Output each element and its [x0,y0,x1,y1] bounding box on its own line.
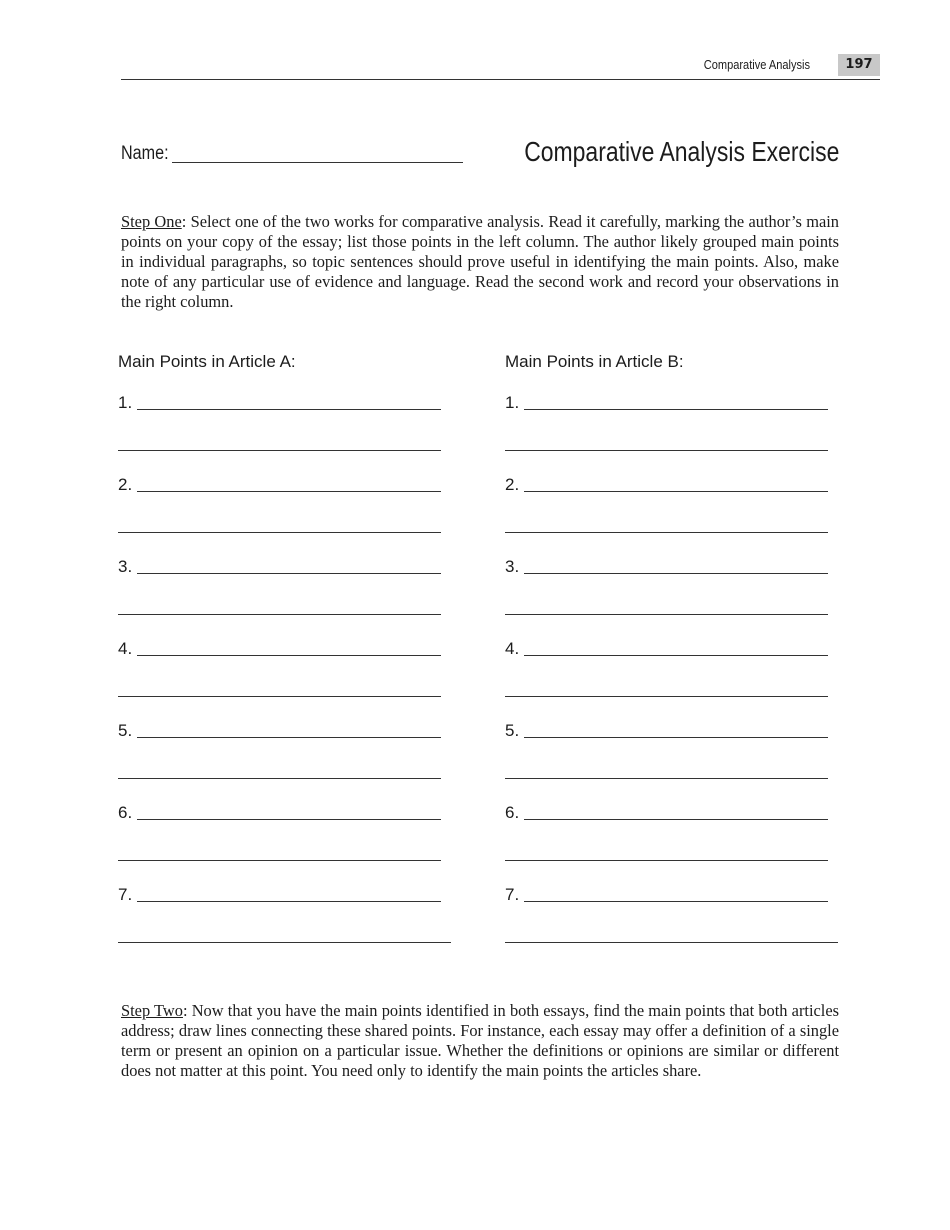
article-b-point-continuation-line[interactable] [505,532,828,533]
article-b-point-number: 4. [505,639,520,658]
article-b-point-line[interactable] [524,655,828,656]
article-b-point-line[interactable] [524,737,828,738]
article-a-point-continuation-line[interactable] [118,696,441,697]
article-a-point-number: 4. [118,639,133,658]
article-a-point-continuation-line[interactable] [118,778,441,779]
name-label: Name: [121,143,169,164]
article-b-point-continuation-line[interactable] [505,696,828,697]
article-a-heading: Main Points in Article A: [118,352,296,371]
article-a-point-number: 1. [118,393,133,412]
name-field-line[interactable] [172,162,463,163]
article-b-point-number: 3. [505,557,520,576]
article-b-point-continuation-line[interactable] [505,614,828,615]
article-a-point-number: 7. [118,885,133,904]
article-b-point-continuation-line[interactable] [505,942,838,943]
article-b-point-continuation-line[interactable] [505,860,828,861]
article-a-point-continuation-line[interactable] [118,532,441,533]
step-two-label: Step Two [121,1001,183,1020]
step-two-paragraph [121,1001,839,1081]
article-b-point-continuation-line[interactable] [505,450,828,451]
running-title: Comparative Analysis [703,57,810,72]
article-a-point-continuation-line[interactable] [118,614,441,615]
step-one-paragraph [121,212,839,312]
article-a-point-continuation-line[interactable] [118,860,441,861]
article-b-point-line[interactable] [524,901,828,902]
article-b-point-number: 6. [505,803,520,822]
step-one-label: Step One [121,212,182,231]
article-a-point-number: 5. [118,721,133,740]
article-a-point-line[interactable] [137,409,441,410]
step-two-text: : Now that you have the main points identified in both essays, find the main points that both articles address; draw lines connecting these shared points. For instance, each essay may offer a definition of a single term or present an opinion on a particular issue. Whether the definitions or opinions are similar or different does not matter at this point. You need only to identify the main points the articles share. [121,1001,839,1080]
page-title: Comparative Analysis Exercise [523,136,839,167]
article-b-point-number: 1. [505,393,520,412]
article-b-point-line[interactable] [524,491,828,492]
article-a-point-continuation-line[interactable] [118,942,451,943]
article-b-point-number: 7. [505,885,520,904]
article-a-point-number: 6. [118,803,133,822]
article-a-point-line[interactable] [137,737,441,738]
article-a-point-line[interactable] [137,573,441,574]
article-b-point-number: 5. [505,721,520,740]
article-b-point-number: 2. [505,475,520,494]
article-a-point-line[interactable] [137,901,441,902]
article-a-point-continuation-line[interactable] [118,450,441,451]
article-b-point-line[interactable] [524,819,828,820]
article-a-point-line[interactable] [137,655,441,656]
article-a-point-number: 2. [118,475,133,494]
page-number: 197 [838,54,880,76]
article-b-point-continuation-line[interactable] [505,778,828,779]
article-b-point-line[interactable] [524,573,828,574]
step-one-text: : Select one of the two works for comparative analysis. Read it carefully, marking the author’s main points on your copy of the essay; list those points in the left column. The author likely grouped main points in individual paragraphs, so topic sentences should prove useful in identifying the main points. Also, make note of any particular use of evidence and language. Read the second work and record your observations in the right column. [121,212,839,311]
article-b-heading: Main Points in Article B: [505,352,684,371]
article-b-point-line[interactable] [524,409,828,410]
article-a-point-line[interactable] [137,491,441,492]
header-rule [121,79,880,80]
article-a-point-number: 3. [118,557,133,576]
article-a-point-line[interactable] [137,819,441,820]
